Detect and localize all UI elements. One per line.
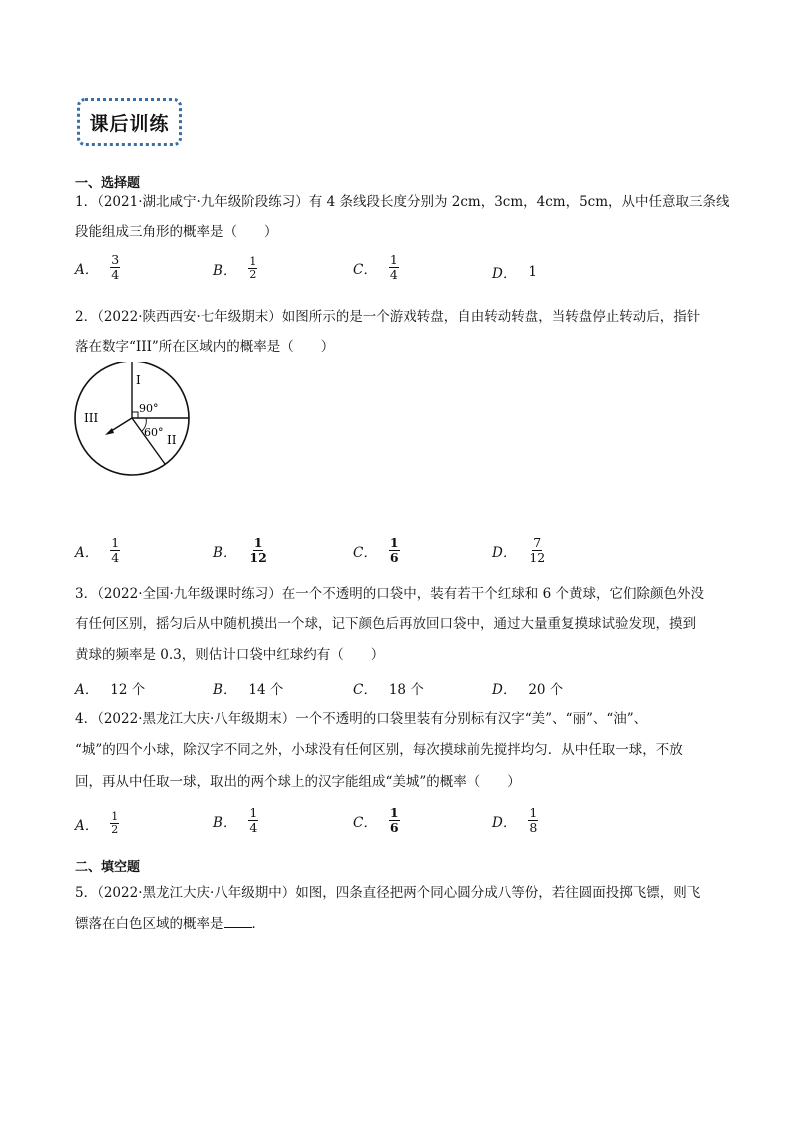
numerator: 1 (253, 535, 263, 550)
option-letter: B． (213, 262, 237, 279)
q2-option-a (75, 536, 120, 565)
option-letter: B． (213, 544, 237, 561)
numerator: 3 (111, 252, 120, 267)
option-letter: A． (75, 682, 99, 698)
q3-option-a (75, 678, 145, 698)
angle-90-label: 90° (139, 402, 159, 415)
q3-line3: 黄球的频率是 0.3，则估计口袋中红球约有（ ） (75, 647, 385, 663)
denominator: 4 (111, 267, 120, 282)
option-value: 1 (528, 264, 537, 280)
option-letter: D． (492, 682, 517, 698)
denominator: 12 (249, 550, 267, 565)
q4-option-b (213, 806, 258, 835)
q4-option-c (353, 806, 400, 835)
q3-line2: 有任何区别，摇匀后从中随机摸出一个球，记下颜色后再放回口袋中，通过大量重复摸球试验发现，摸到 (75, 616, 696, 632)
denominator: 4 (111, 550, 120, 565)
q1-option-d (492, 262, 537, 282)
q5-line2-end: ． (251, 916, 265, 932)
option-letter: A． (75, 544, 99, 561)
option-letter: B． (213, 814, 237, 831)
option-letter: B． (213, 682, 237, 698)
q5-line1: 5．（2022·黑龙江大庆·八年级期中）如图，四条直径把两个同心圆分成八等份，若往圆面投掷飞镖，则飞 (75, 885, 701, 901)
option-letter: A． (75, 817, 99, 834)
label-iii: III (84, 411, 99, 425)
q1-line1: 1．（2021·湖北咸宁·九年级阶段练习）有 4 条线段长度分别为 2cm，3cm，4cm，5cm，从中任意取三条线 (75, 194, 730, 210)
q5-line2 (75, 914, 265, 934)
numerator: 1 (111, 535, 120, 550)
angle-60-label: 60° (144, 426, 164, 439)
q3-option-d (492, 678, 563, 698)
denominator: 6 (389, 550, 399, 565)
option-value: 18 个 (388, 682, 424, 698)
q4-option-d (492, 806, 538, 835)
label-ii: II (167, 433, 177, 447)
denominator: 2 (249, 268, 257, 281)
option-value: 14 个 (248, 682, 284, 698)
q1-line2: 段能组成三角形的概率是（ ） (75, 224, 278, 240)
option-value: 12 个 (110, 682, 146, 698)
q2-line2: 落在数字“III”所在区域内的概率是（ ） (75, 339, 335, 355)
label-i: I (136, 373, 141, 387)
option-letter: C． (353, 261, 377, 278)
q3-option-c (353, 678, 424, 698)
q2-option-c (353, 536, 400, 565)
q5-line2-text: 镖落在白色区域的概率是 (75, 916, 224, 932)
q2-option-d (492, 536, 546, 565)
heading-box (77, 98, 182, 146)
numerator: 1 (389, 252, 398, 267)
denominator: 2 (111, 823, 119, 836)
denominator: 4 (249, 820, 258, 835)
section-fill-in-blank: 二、填空题 (75, 860, 141, 875)
option-letter: C． (353, 544, 377, 561)
numerator: 1 (389, 805, 399, 820)
answer-blank[interactable] (224, 915, 252, 928)
numerator: 1 (249, 255, 257, 268)
numerator: 1 (111, 810, 119, 823)
q4-line3: 回，再从中任取一球，取出的两个球上的汉字能组成“美城”的概率（ ） (75, 774, 521, 790)
option-letter: C． (353, 814, 377, 831)
option-letter: D． (492, 814, 517, 831)
denominator: 6 (389, 820, 399, 835)
q4-option-a (75, 811, 119, 836)
q2-option-b (213, 536, 268, 565)
option-letter: D． (492, 544, 517, 561)
option-letter: C． (353, 682, 377, 698)
numerator: 1 (529, 805, 538, 820)
spinner-figure (72, 362, 194, 492)
q4-line2: “城”的四个小球，除汉字不同之外，小球没有任何区别，每次摸球前先搅拌均匀．从中任取一球，不放 (75, 742, 683, 758)
heading: 课后训练 (89, 112, 170, 135)
q3-option-b (213, 678, 283, 698)
numerator: 7 (533, 535, 542, 550)
numerator: 1 (249, 805, 258, 820)
q1-option-b (213, 256, 257, 281)
q2-line1: 2．（2022·陕西西安·七年级期末）如图所示的是一个游戏转盘，自由转动转盘，当转盘停止转动后，指针 (75, 309, 701, 325)
denominator: 12 (529, 550, 546, 565)
denominator: 4 (389, 267, 398, 282)
q3-line1: 3．（2022·全国·九年级课时练习）在一个不透明的口袋中，装有若干个红球和 6 个黄球，它们除颜色外没 (75, 586, 704, 602)
denominator: 8 (529, 820, 538, 835)
option-letter: A． (75, 261, 99, 278)
q1-option-a (75, 253, 120, 282)
option-value: 20 个 (528, 682, 564, 698)
q1-option-c (353, 253, 399, 282)
q4-line1: 4．（2022·黑龙江大庆·八年级期末）一个不透明的口袋里装有分别标有汉字“美”、“丽”、“油”、 (75, 711, 648, 727)
option-letter: D． (492, 266, 517, 282)
numerator: 1 (389, 535, 399, 550)
section-multiple-choice: 一、选择题 (75, 176, 141, 191)
